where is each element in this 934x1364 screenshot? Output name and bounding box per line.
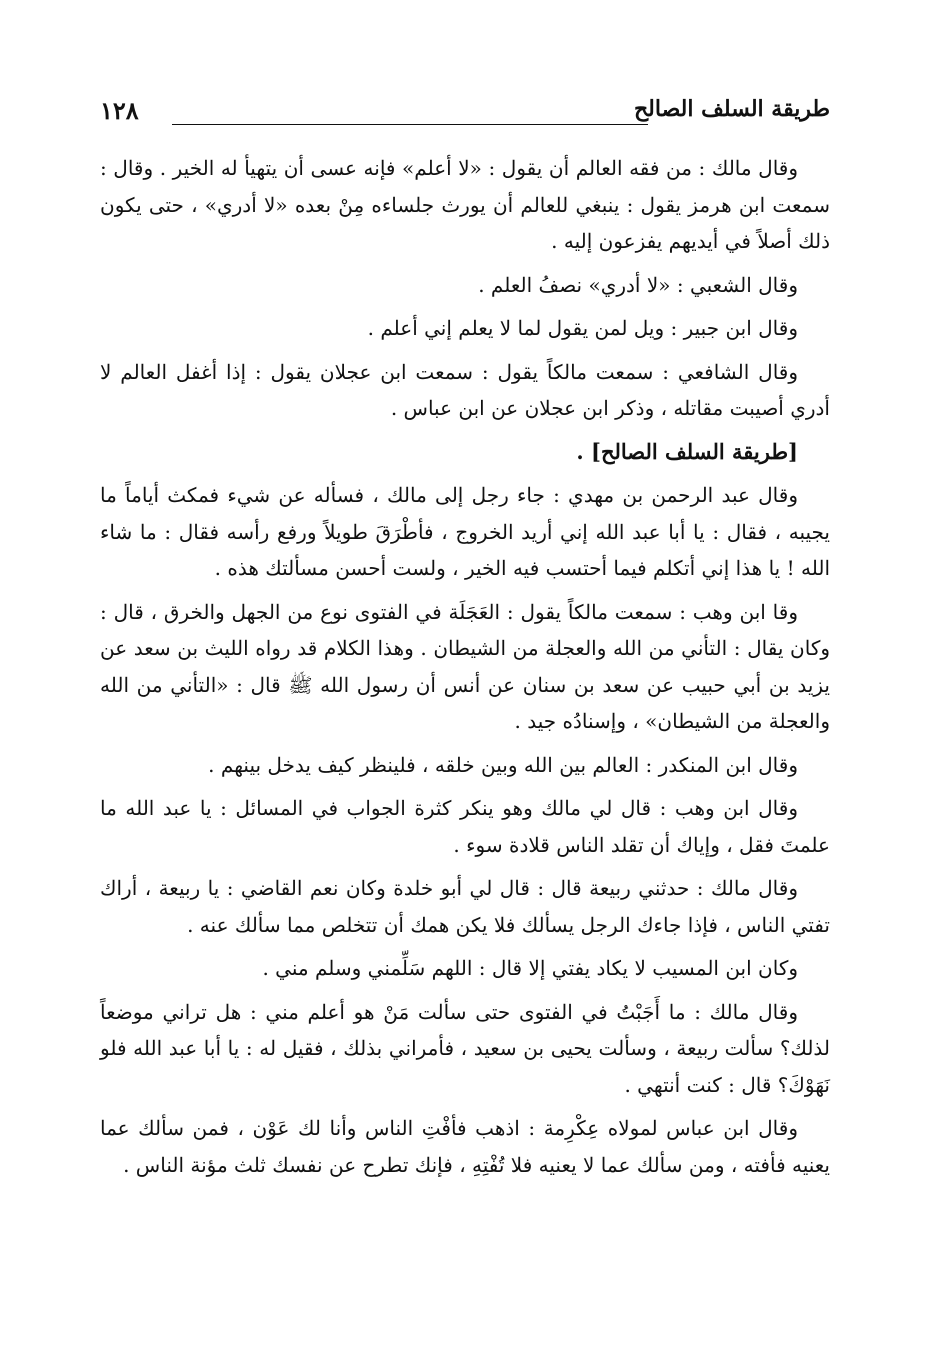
page-header xyxy=(100,96,830,136)
paragraph-shabi: وقال الشعبي : «لا أدري» نصفُ العلم . xyxy=(478,272,798,297)
paragraph-ibn-abbas: وقال ابن عباس لمولاه عِكْرِمة : اذهب فأفْتِ الناس وأنا لك عَوْن ، فمن سألك عما يعنيه فأفته ، ومن سألك عما لا يعنيه فلا تُفْتِهِ ، فإنك تطرح عن نفسك ثلث مؤنة الناس . xyxy=(100,1116,830,1177)
paragraph-ibn-mahdi: وقال عبد الرحمن بن مهدي : جاء رجل إلى مالك ، فسأله عن شيء فمكث أياماً ما يجيبه ، فقال : يا أبا عبد الله إني أريد الخروج ، فأطْرَقَ طويلاً ورفع رأسه فقال : ما شاء الله ! يا هذا إني أتكلم فيما أحتسب فيه الخير ، ولست أحسن مسألتك هذه . xyxy=(100,483,830,580)
running-title: طريقة السلف الصالح xyxy=(633,96,830,122)
paragraph-ibn-wahb-masail: وقال ابن وهب : قال لي مالك وهو ينكر كثرة الجواب في المسائل : يا عبد الله ما علمتَ فقل ، وإياك أن تقلد الناس قلادة سوء . xyxy=(100,796,830,857)
header-rule xyxy=(172,124,648,125)
paragraph-ibn-musayyib: وكان ابن المسيب لا يكاد يفتي إلا قال : اللهم سَلِّمني وسلم مني . xyxy=(262,956,798,980)
paragraph-malik-ajabt: وقال مالك : ما أَجَبْتُ في الفتوى حتى سألت مَنْ هو أعلم مني : هل تراني موضعاً لذلك؟ سألت ربيعة ، وسألت يحيى بن سعيد ، فأمراني بذلك ، فقيل له : يا أبا عبد الله فلو نَهَوْكَ؟ قال : كنت أنتهي . xyxy=(100,999,831,1097)
section-heading: [طريقة السلف الصالح] . xyxy=(576,438,798,464)
paragraph-shafii: وقال الشافعي : سمعت مالكاً يقول : سمعت ابن عجلان يقول : إذا أغفل العالم لا أدري أصيبت مقاتله ، وذكر ابن عجلان عن ابن عباس . xyxy=(100,359,830,420)
page-body xyxy=(100,150,830,1190)
paragraph-ibn-munkadir: وقال ابن المنكدر : العالم بين الله وبين خلقه ، فلينظر كيف يدخل بينهم . xyxy=(208,752,798,777)
paragraph-ibn-wahb-ajala: وقا ابن وهب : سمعت مالكاً يقول : العَجَلَة في الفتوى نوع من الجهل والخرق ، قال : وكان يقال : التأني من الله والعجلة من الشيطان . وهذا الكلام قد رواه الليث بن سعد عن يزيد بن أبي حبيب عن سعد بن سنان عن أنس أن رسول الله ﷺ قال : «التأني من الله والعجلة من الشيطان» ، وإسنادُه جيد . xyxy=(100,599,830,733)
paragraph-malik-la-alam: وقال مالك : من فقه العالم أن يقول : «لا أعلم» فإنه عسى أن يتهيأ له الخير . وقال : سمعت ابن هرمز يقول : ينبغي للعالم أن يورث جلساءه مِنْ بعده «لا أدري» ، حتى يكون ذلك أصلاً في أيديهم يفزعون إليه . xyxy=(100,156,830,253)
paragraph-rabia: وقال مالك : حدثني ربيعة قال : قال لي أبو خلدة وكان نعم القاضي : يا ربيعة ، أراك تفتي الناس ، فإذا جاءك الرجل يسألك فلا يكن همك أن تتخلص مما سألك عنه . xyxy=(100,876,830,937)
paragraph-ibn-jubayr: وقال ابن جبير : ويل لمن يقول لما لا يعلم إني أعلم . xyxy=(367,316,798,340)
page-number: ١٢٨ xyxy=(100,96,139,125)
